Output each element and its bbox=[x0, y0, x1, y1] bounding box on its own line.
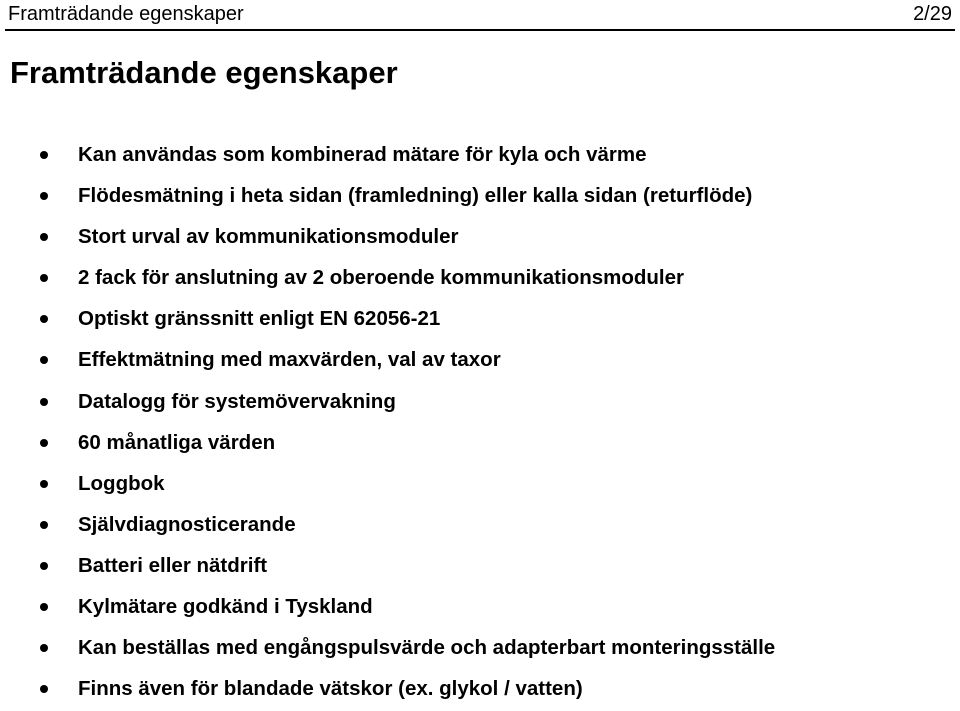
list-item-text: Kan användas som kombinerad mätare för kyla och värme bbox=[78, 143, 647, 166]
header-divider bbox=[5, 29, 955, 31]
list-item-text: Loggbok bbox=[78, 471, 165, 495]
bullet-icon bbox=[40, 521, 48, 529]
bullet-icon bbox=[40, 398, 48, 406]
list-item-text: Kylmätare godkänd i Tyskland bbox=[78, 595, 373, 619]
bullet-icon bbox=[40, 233, 48, 241]
list-item-text: Flödesmätning i heta sidan (framledning) eller kalla sidan (returflöde) bbox=[78, 184, 753, 208]
header-title: Framträdande egenskaper bbox=[8, 3, 244, 25]
list-item-text: Stort urval av kommunikationsmoduler bbox=[78, 225, 459, 249]
list-item-text: Finns även för blandade vätskor (ex. glykol / vatten) bbox=[78, 677, 583, 701]
list-item-text: Batteri eller nätdrift bbox=[78, 553, 268, 577]
bullet-icon bbox=[40, 685, 48, 693]
bullet-icon bbox=[40, 603, 48, 611]
list-item-text: Optiskt gränssnitt enligt EN 62056-21 bbox=[78, 307, 441, 331]
page-header bbox=[0, 0, 960, 30]
bullet-icon bbox=[40, 562, 48, 570]
bullet-icon bbox=[40, 192, 48, 200]
list-item-text: Kan beställas med engångspulsvärde och adapterbart monteringsställe bbox=[78, 636, 776, 660]
list-item-text: Datalogg för systemövervakning bbox=[78, 389, 396, 413]
bullet-icon bbox=[40, 480, 48, 488]
list-item-text: 2 fack för anslutning av 2 oberoende kommunikationsmoduler bbox=[78, 266, 685, 290]
bullet-icon bbox=[40, 439, 48, 447]
list-item-text: Effektmätning med maxvärden, val av taxor bbox=[78, 348, 501, 372]
bullet-icon bbox=[40, 274, 48, 282]
page-number: 2/29 bbox=[913, 3, 952, 25]
bullet-icon bbox=[40, 151, 48, 159]
page-title: Framträdande egenskaper bbox=[10, 55, 398, 90]
list-item-text: 60 månatliga värden bbox=[78, 430, 276, 454]
bullet-icon bbox=[40, 644, 48, 652]
list-item-text: Självdiagnosticerande bbox=[78, 512, 296, 536]
bullet-icon bbox=[40, 315, 48, 323]
bullet-icon bbox=[40, 356, 48, 364]
